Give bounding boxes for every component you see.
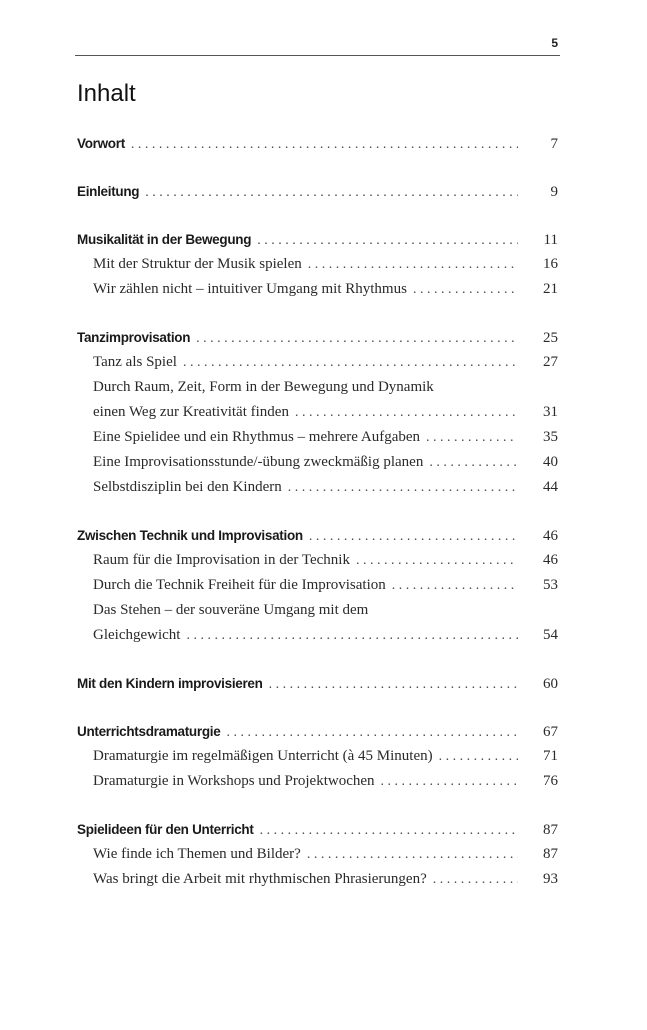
toc-section [77, 227, 558, 302]
toc-section [77, 179, 558, 204]
dot-leader [392, 573, 518, 598]
header-rule [75, 55, 560, 56]
subentry-title: Tanz als Spiel [93, 354, 177, 370]
toc-subentry[interactable] [77, 475, 558, 500]
dot-leader [145, 180, 518, 205]
toc-section [77, 719, 558, 794]
chapter-page-number: 87 [543, 822, 558, 838]
dot-leader [381, 769, 518, 794]
toc-section [77, 325, 558, 500]
subentry-page-number: 76 [543, 773, 558, 789]
subentry-page-number: 71 [543, 748, 558, 764]
toc-subentry[interactable] [77, 425, 558, 450]
subentry-title: Durch Raum, Zeit, Form in der Bewegung und Dynamik [93, 379, 434, 395]
subentry-title: Eine Improvisationsstunde/-übung zweckmäßig planen [93, 454, 424, 470]
dot-leader [433, 867, 518, 892]
subentry-title: Das Stehen – der souveräne Umgang mit dem [93, 602, 369, 618]
subentry-title: Dramaturgie in Workshops und Projektwochen [93, 773, 375, 789]
subentry-title: Eine Spielidee und ein Rhythmus – mehrere Aufgaben [93, 429, 421, 445]
chapter-page-number: 46 [543, 528, 558, 544]
toc-subentry[interactable] [77, 548, 558, 573]
chapter-page-number: 9 [550, 184, 558, 200]
toc-chapter-entry[interactable] [77, 325, 558, 350]
dot-leader [257, 228, 518, 253]
toc-subentry[interactable] [77, 769, 558, 794]
toc-subentry[interactable] [77, 450, 558, 475]
subentry-page-number: 35 [543, 429, 558, 445]
subentry-title: Raum für die Improvisation in der Technik [93, 552, 350, 568]
subentry-page-number: 27 [543, 354, 558, 370]
toc-subentry[interactable] [77, 598, 558, 623]
chapter-page-number: 67 [543, 724, 558, 740]
chapter-page-number: 11 [543, 232, 558, 248]
subentry-title: Was bringt die Arbeit mit rhythmischen Phrasierungen? [93, 871, 427, 887]
subentry-title: Selbstdisziplin bei den Kindern [93, 479, 282, 495]
chapter-title: Unterrichtsdramaturgie [77, 724, 221, 739]
subentry-title: Wir zählen nicht – intuitiver Umgang mit Rhythmus [93, 281, 407, 297]
toc-subentry[interactable] [77, 842, 558, 867]
toc-subentry[interactable] [77, 867, 558, 892]
subentry-title: einen Weg zur Kreativität finden [93, 404, 289, 420]
toc-section [77, 131, 558, 156]
toc-subentry[interactable] [77, 350, 558, 375]
dot-leader [288, 475, 518, 500]
dot-leader [308, 252, 518, 277]
dot-leader [196, 326, 518, 351]
toc-subentry[interactable] [77, 744, 558, 769]
page-number: 5 [551, 36, 558, 50]
chapter-title: Mit den Kindern improvisieren [77, 676, 263, 691]
dot-leader [186, 623, 518, 648]
chapter-title: Musikalität in der Bewegung [77, 232, 252, 247]
chapter-page-number: 25 [543, 330, 558, 346]
subentry-page-number: 46 [543, 552, 558, 568]
dot-leader [226, 720, 518, 745]
dot-leader [429, 450, 518, 475]
subentry-title: Wie finde ich Themen und Bilder? [93, 846, 301, 862]
toc-section [77, 523, 558, 648]
toc-subentry[interactable] [77, 573, 558, 598]
dot-leader [426, 425, 518, 450]
toc-chapter-entry[interactable] [77, 131, 558, 156]
chapter-title: Tanzimprovisation [77, 330, 191, 345]
subentry-page-number: 54 [543, 627, 558, 643]
toc-chapter-entry[interactable] [77, 671, 558, 696]
subentry-page-number: 87 [543, 846, 558, 862]
page-title: Inhalt [77, 80, 136, 107]
dot-leader [413, 277, 518, 302]
subentry-title: Mit der Struktur der Musik spielen [93, 256, 302, 272]
toc-chapter-entry[interactable] [77, 179, 558, 204]
dot-leader [269, 672, 518, 697]
toc-chapter-entry[interactable] [77, 523, 558, 548]
toc-section [77, 817, 558, 892]
subentry-title: Gleichgewicht [93, 627, 181, 643]
chapter-title: Vorwort [77, 136, 125, 151]
subentry-page-number: 44 [543, 479, 558, 495]
subentry-title: Durch die Technik Freiheit für die Improvisation [93, 577, 386, 593]
subentry-page-number: 16 [543, 256, 558, 272]
toc-chapter-entry[interactable] [77, 227, 558, 252]
dot-leader [260, 818, 518, 843]
subentry-page-number: 31 [543, 404, 558, 420]
toc-chapter-entry[interactable] [77, 719, 558, 744]
toc-section [77, 671, 558, 696]
subentry-page-number: 53 [543, 577, 558, 593]
dot-leader [131, 132, 518, 157]
dot-leader [356, 548, 518, 573]
chapter-page-number: 60 [543, 676, 558, 692]
chapter-title: Spielideen für den Unterricht [77, 822, 254, 837]
dot-leader [309, 524, 518, 549]
toc-chapter-entry[interactable] [77, 817, 558, 842]
toc-subentry[interactable] [77, 375, 558, 400]
dot-leader [439, 744, 518, 769]
subentry-page-number: 40 [543, 454, 558, 470]
toc-subentry[interactable] [77, 400, 558, 425]
toc-subentry[interactable] [77, 623, 558, 648]
subentry-page-number: 93 [543, 871, 558, 887]
dot-leader [295, 400, 518, 425]
subentry-title: Dramaturgie im regelmäßigen Unterricht (à 45 Minuten) [93, 748, 433, 764]
toc-subentry[interactable] [77, 252, 558, 277]
subentry-page-number: 21 [543, 281, 558, 297]
chapter-title: Einleitung [77, 184, 140, 199]
chapter-page-number: 7 [550, 136, 558, 152]
dot-leader [307, 842, 518, 867]
chapter-title: Zwischen Technik und Improvisation [77, 528, 303, 543]
toc-subentry[interactable] [77, 277, 558, 302]
dot-leader [183, 350, 518, 375]
table-of-contents [77, 131, 558, 915]
